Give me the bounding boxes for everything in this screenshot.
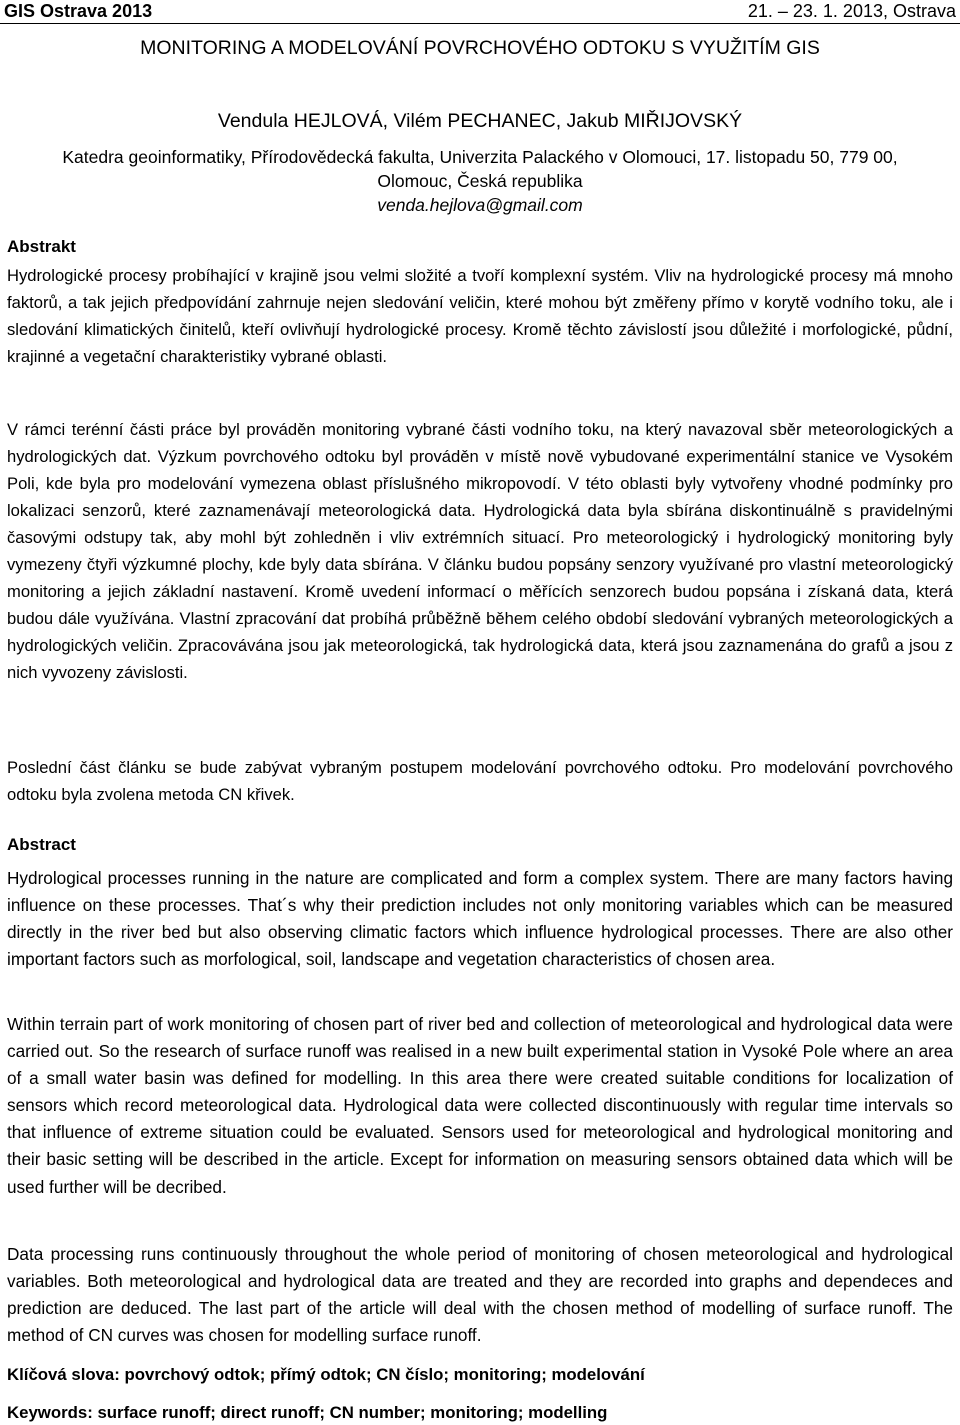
abstract-paragraph-3: Data processing runs continuously throughout the whole period of monitoring of chosen meteorological and hydrological variables. Both meteorological and hydrological data are treated and they are recorded into graphs and dependeces and prediction are deduced. The last part of the article will deal with the chosen method of modelling of surface runoff. The method of CN curves was chosen for modelling surface runoff. <box>7 1244 953 1346</box>
paper-title: MONITORING A MODELOVÁNÍ POVRCHOVÉHO ODTOKU S VYUŽITÍM GIS <box>140 37 820 59</box>
running-header <box>0 0 960 24</box>
author-email[interactable]: venda.hejlova@gmail.com <box>377 195 583 215</box>
affiliation-line-1: Katedra geoinformatiky, Přírodovědecká fakulta, Univerzita Palackého v Olomouci, 17. listopadu 50, 779 00, <box>62 147 898 167</box>
abstrakt-paragraph-2: V rámci terénní části práce byl prováděn monitoring vybrané části vodního toku, na který navazoval sběr meteorologických a hydrologických dat. Výzkum povrchového odtoku byl prováděn v místě nově vybudované experimentální stanice ve Vysokém Poli, kde byla pro modelování vymezena oblast příslušného mikropovodí. V této oblasti byly vytvořeny vhodné podmínky pro lokalizaci senzorů, které zaznamenávají meteorologická data. Hydrologická data byla sbírána diskontinuálně s pravidelnými časovými odstupy tak, aby mohl být zohledněn i vliv extrémních situací. Pro meteorologický i hydrologický monitoring byly vymezeny čtyři výzkumné plochy, kde byly data sbírána. V článku budou popsány senzory využívané pro vlastní meteorologický monitoring a jejich základní nastavení. Kromě uvedení informací o měřících senzorech budou popsána i získaná data, která budou dále využívána. Vlastní zpracování dat probíhá průběžně během celého období sledování vybraných meteorologických a hydrologických veličin. Zpracovávána jsou jak meteorologická, tak hydrologická data, která jsou zaznamenána do grafů a jsou z nich vyvozeny závislosti. <box>7 420 953 682</box>
conference-date-place: 21. – 23. 1. 2013, Ostrava <box>747 1 956 21</box>
keywords-english: Keywords: surface runoff; direct runoff; CN number; monitoring; modelling <box>7 1403 608 1422</box>
abstrakt-paragraph-1: Hydrologické procesy probíhající v krajině jsou velmi složité a tvoří komplexní systém. Vliv na hydrologické procesy má mnoho faktorů, a tak jejich předpovídání zahrnuje nejen sledování veličin, které mohou být změřeny přímo v korytě vodního toku, ale i sledování klimatických činitelů, kteří ovlivňují hydrologické procesy. Kromě těchto závislostí jsou důležité i morfologické, půdní, krajinné a vegetační charakteristiky vybrané oblasti. <box>7 266 953 366</box>
paper-authors: Vendula HEJLOVÁ, Vilém PECHANEC, Jakub MIŘIJOVSKÝ <box>217 110 743 132</box>
abstract-paragraph-2: Within terrain part of work monitoring of chosen part of river bed and collection of meteorological and hydrological data were carried out. So the research of surface runoff was realised in a new built experimental station in Vysoké Pole where an area of a small water basin was defined for modelling. In this area there were created suitable conditions for localization of sensors which record meteorological data. Hydrological data were collected discontinuously with regular time intervals so that influence of extreme situation could be evaluated. Sensors used for meteorological and hydrological monitoring and their basic setting will be described in the article. Except for information on measuring sensors obtained data which will be used further will be decribed. <box>7 1014 953 1197</box>
keywords-czech: Klíčová slova: povrchový odtok; přímý odtok; CN číslo; monitoring; modelování <box>7 1365 645 1384</box>
affiliation-line-2: Olomouc, Česká republika <box>377 171 583 191</box>
abstrakt-paragraph-3: Poslední část článku se bude zabývat vybraným postupem modelování povrchového odtoku. Pro modelování povrchového odtoku byla zvolena metoda CN křivek. <box>7 758 953 804</box>
abstract-heading: Abstract <box>7 835 76 854</box>
abstrakt-heading: Abstrakt <box>7 237 76 256</box>
abstract-paragraph-1: Hydrological processes running in the nature are complicated and form a complex system. There are many factors having influence on these processes. That´s why their prediction includes not only monitoring variables which can be measured directly in the river bed but also observing climatic factors which influence hydrological processes. There are also other important factors such as morfological, soil, landscape and vegetation characteristics of chosen area. <box>7 868 953 970</box>
conference-name: GIS Ostrava 2013 <box>4 1 153 21</box>
affiliation <box>0 145 960 217</box>
